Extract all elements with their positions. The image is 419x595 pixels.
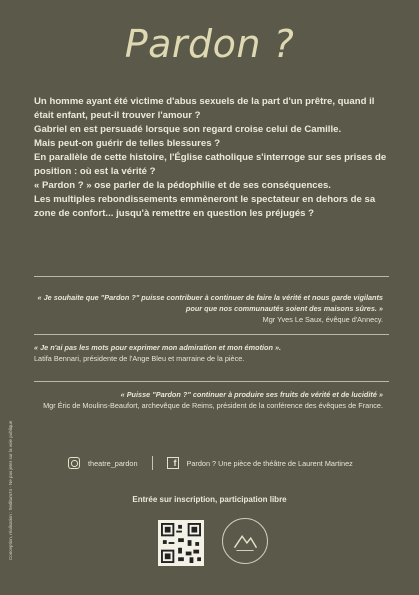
facebook-page[interactable]: Pardon ? Une pièce de théâtre de Laurent Martinez xyxy=(186,458,353,468)
synopsis xyxy=(34,95,395,221)
quote-1 xyxy=(34,292,383,325)
quote-author: Latifa Bennari, présidente de l'Ange Bleu et marraine de la pièce. xyxy=(34,354,245,363)
quote-author: Mgr Yves Le Saux, évêque d'Annecy. xyxy=(262,315,383,324)
divider xyxy=(34,381,389,382)
entry-info: Entrée sur inscription, participation libre xyxy=(132,495,287,504)
synopsis-line: Les multiples rebondissements emmèneront le spectateur en dehors de sa zone de confort... jusqu'à remettre en question les préjugés ? xyxy=(34,194,376,219)
social-links xyxy=(68,456,353,470)
divider xyxy=(34,334,389,335)
seal-logo xyxy=(222,518,268,564)
quote-text: « Je n'ai pas les mots pour exprimer mon admiration et mon émotion ». xyxy=(34,343,282,352)
synopsis-line: Mais peut-on guérir de telles blessures ? xyxy=(34,138,221,149)
synopsis-line: En parallèle de cette histoire, l'Église catholique s'interroge sur ses prises de position : où est la vérité ? xyxy=(34,152,387,177)
synopsis-line: Un homme ayant été victime d'abus sexuels de la part d'un prêtre, quand il était enfant, peut-il trouver l'amour ? xyxy=(34,96,375,121)
quote-3 xyxy=(34,389,383,411)
qr-code-graphic xyxy=(161,523,201,563)
facebook-icon[interactable]: f xyxy=(167,457,179,469)
instagram-handle[interactable]: theatre_pardon xyxy=(88,458,138,468)
quote-text: « Puisse "Pardon ?" continuer à produire ses fruits de vérité et de lucidité » xyxy=(120,390,383,399)
instagram-icon[interactable] xyxy=(68,457,80,469)
synopsis-line: Gabriel en est persuadé lorsque son regard croise celui de Camille. xyxy=(34,124,342,135)
credits-vertical: Conception, réalisation : Seditum74 - Ne pas jeter sur la voie publique xyxy=(8,420,13,560)
synopsis-line: « Pardon ? » ose parler de la pédophilie et de ses conséquences. xyxy=(34,180,331,191)
quote-author: Mgr Éric de Moulins-Beaufort, archevêque de Reims, président de la conférence des évêques de France. xyxy=(43,401,383,410)
qr-code[interactable] xyxy=(158,520,204,566)
quote-2 xyxy=(34,342,383,364)
quote-text: « Je souhaite que "Pardon ?" puisse contribuer à continuer de faire la vérité et nous garde vigilants pour que nos communautés soient des maisons sûres. » xyxy=(37,293,383,313)
poster-title: Pardon ? xyxy=(124,22,295,66)
divider xyxy=(152,456,153,470)
mountain-logo-icon xyxy=(223,519,267,563)
divider xyxy=(34,276,389,277)
